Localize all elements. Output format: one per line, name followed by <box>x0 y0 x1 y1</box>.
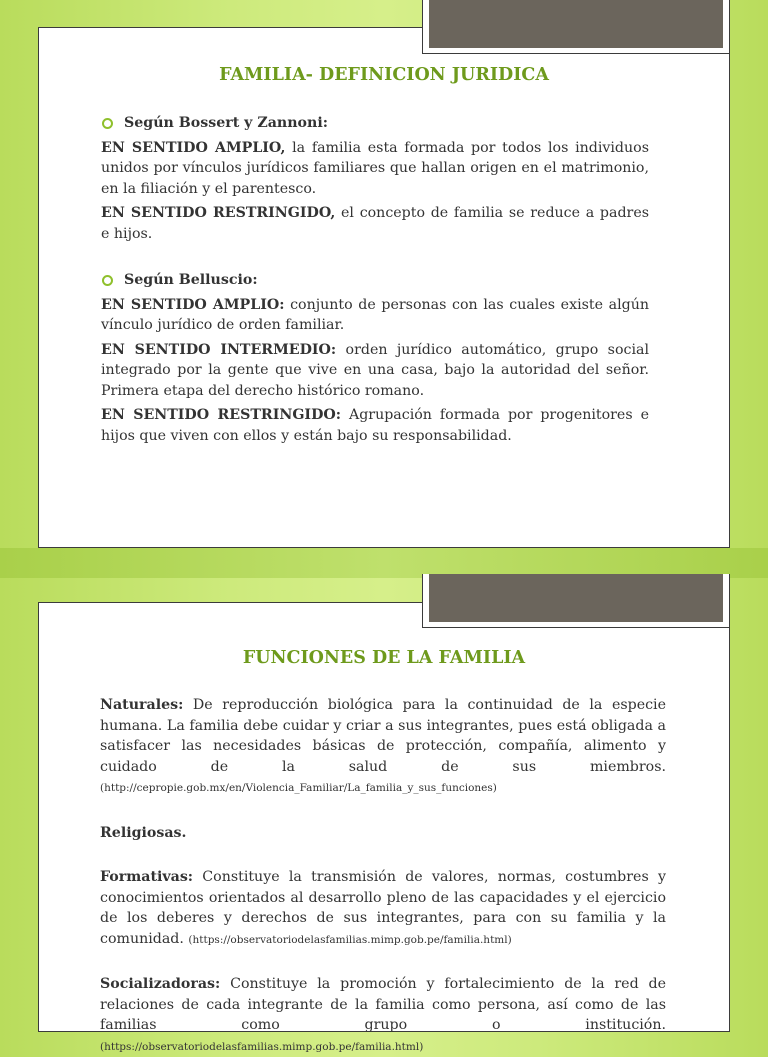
bullet-heading-belluscio <box>101 270 649 291</box>
slide-title: FAMILIA- DEFINICION JURIDICA <box>219 65 549 85</box>
slide-body <box>101 113 649 450</box>
term-label: Naturales: <box>100 697 184 713</box>
term-text: Agrupación formada por progenitores e hijos que viven con ellos y están bajo su responsabilidad. <box>101 407 650 444</box>
tab-fill <box>429 0 723 48</box>
slide-header-tab <box>422 574 730 628</box>
bullet-heading-bossert <box>101 113 649 134</box>
source-citation: (https://observatoriodelasfamilias.mimp.gob.pe/familia.html) <box>188 933 512 946</box>
slide-body <box>100 695 666 1057</box>
paragraph-belluscio-restringido <box>101 405 649 446</box>
term-label: EN SENTIDO INTERMEDIO: <box>101 341 337 358</box>
paragraph-belluscio-intermedio <box>101 340 649 402</box>
term-text: el concepto de familia se reduce a padres e hijos. <box>101 205 649 242</box>
slide-title: FUNCIONES DE LA FAMILIA <box>242 648 526 668</box>
term-label: EN SENTIDO AMPLIO: <box>101 296 285 313</box>
source-citation: (https://observatoriodelasfamilias.mimp.gob.pe/familia.html) <box>100 1040 424 1053</box>
term-text: De reproducción biológica para la continuidad de la especie humana. La familia debe cuidar y criar a sus integrantes, pues está obligada a satisfacer las necesidades básicas de protección, compañía, alimento y cuidado de la salud de sus miembros. <box>100 697 666 775</box>
paragraph-belluscio-amplio <box>101 295 649 336</box>
term-label: Socializadoras: <box>100 976 221 992</box>
bullet-heading-text: Según Belluscio: <box>124 272 258 288</box>
term-text: orden jurídico automático, grupo social integrado por la gente que vive en una casa, bajo la autoridad del señor. Primera etapa del derecho histórico romano. <box>101 341 649 399</box>
bullet-heading-text: Según Bossert y Zannoni: <box>124 115 328 131</box>
paragraph-socializadoras <box>100 974 666 1057</box>
paragraph-naturales <box>100 695 666 799</box>
term-label: Religiosas. <box>100 824 187 841</box>
circle-bullet-icon <box>102 118 113 129</box>
slide-funciones-familia <box>38 602 730 1053</box>
paragraph-formativas <box>100 867 666 950</box>
slide-definicion-juridica <box>38 27 730 548</box>
term-text: Constituye la transmisión de valores, normas, costumbres y conocimientos orientados al desarrollo pleno de las capacidades y el ejercicio de los deberes y derechos de sus integrantes, para con su familia y la comunidad. <box>100 869 666 947</box>
term-label: EN SENTIDO RESTRINGIDO: <box>101 407 341 423</box>
slide-header-tab <box>422 0 730 54</box>
tab-fill <box>429 574 723 622</box>
term-text: la familia esta formada por todos los individuos unidos por vínculos jurídicos familiares que hallan origen en el matrimonio, en la filiación y el parentesco. <box>101 139 649 197</box>
circle-bullet-icon <box>102 275 113 286</box>
term-text: Constituye la promoción y fortalecimiento de la red de relaciones de cada integrante de la familia como persona, así como de las familias como grupo o institución. <box>100 976 666 1033</box>
term-label: EN SENTIDO RESTRINGIDO, <box>101 205 336 221</box>
term-label: Formativas: <box>100 869 194 885</box>
paragraph-bossert-restringido <box>101 203 649 244</box>
term-label: EN SENTIDO AMPLIO, <box>101 139 286 156</box>
paragraph-religiosas <box>100 823 666 844</box>
term-text: conjunto de personas con las cuales existe algún vínculo jurídico de orden familiar. <box>101 296 649 333</box>
source-citation: (http://cepropie.gob.mx/en/Violencia_Familiar/La_familia_y_sus_funciones) <box>100 782 497 794</box>
paragraph-bossert-amplio <box>101 138 649 200</box>
